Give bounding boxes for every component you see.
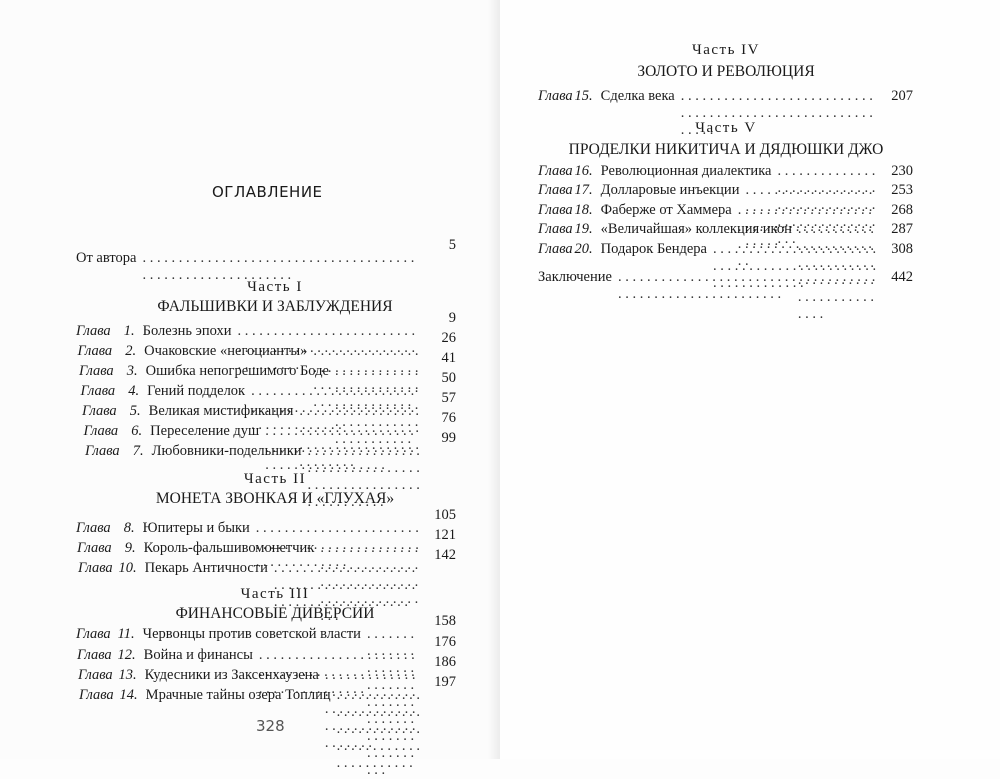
chapter-label — [538, 202, 593, 219]
chapter-label — [79, 363, 138, 380]
chapter-label — [82, 403, 141, 420]
chapter-label — [79, 687, 138, 704]
chapter-word: Глава — [76, 520, 111, 536]
entry-page: 287 — [891, 221, 913, 237]
chapter-word: Глава — [79, 363, 114, 379]
chapter-word: Глава — [78, 560, 113, 576]
entry-title: Кудесники из Заксенхаузена — [144, 667, 319, 683]
chapter-word: Глава — [538, 241, 573, 257]
entry-title: Гений подделок — [147, 383, 246, 399]
entry-page: 105 — [434, 507, 456, 523]
chapter-number: 6. — [131, 423, 143, 439]
toc-entry — [538, 88, 913, 107]
chapter-number: 13. — [118, 667, 137, 683]
chapter-word: Глава — [77, 540, 112, 556]
toc-entry — [538, 163, 913, 182]
entry-title: Долларовые инъекции — [600, 182, 740, 198]
entry-title: Ошибка непогрешимого Боде — [145, 363, 329, 379]
chapter-label — [81, 383, 140, 400]
entry-page: 442 — [891, 269, 913, 285]
chapter-number: 18. — [574, 202, 593, 218]
chapter-number: 2. — [125, 343, 137, 359]
chapter-label — [538, 221, 593, 238]
entry-page: 158 — [434, 613, 456, 629]
part-title: МОНЕТА ЗВОНКАЯ И «ГЛУХАЯ» — [155, 490, 395, 507]
chapter-label — [538, 241, 593, 258]
chapter-word: Глава — [538, 202, 573, 218]
chapter-number: 17. — [574, 182, 593, 198]
entry-title: «Величайшая» коллекция икон — [600, 221, 792, 237]
chapter-word: Глава — [80, 383, 116, 399]
entry-title: Революционная диалектика — [600, 163, 772, 179]
chapter-number: 1. — [123, 323, 135, 339]
entry-title: Заключение — [538, 269, 612, 285]
entry-page: 9 — [448, 310, 456, 326]
page-folio: 328 — [256, 717, 285, 735]
chapter-label — [85, 443, 144, 460]
toc-entry — [538, 241, 913, 260]
toc-entry-foreword — [76, 237, 456, 269]
part-number: Часть III — [240, 586, 310, 602]
leader-dots — [618, 269, 877, 303]
chapter-number: 16. — [574, 163, 593, 179]
left-page — [0, 0, 500, 759]
entry-title: Война и финансы — [143, 647, 253, 663]
part-title: ПРОДЕЛКИ НИКИТИЧА И ДЯДЮШКИ ДЖО — [568, 141, 884, 158]
entry-page: 253 — [891, 182, 913, 198]
entry-page: 308 — [891, 241, 913, 257]
chapter-label — [538, 88, 593, 105]
chapter-word: Глава — [77, 647, 112, 663]
entry-page: 50 — [441, 370, 456, 386]
entry-title: Мрачные тайны озера Топлиц — [145, 687, 331, 703]
entry-page: 76 — [441, 410, 456, 426]
chapter-number: 12. — [117, 647, 136, 663]
entry-title: Фаберже от Хаммера — [600, 202, 732, 218]
toc-entry — [538, 221, 913, 240]
entry-title: Болезнь эпохи — [142, 323, 232, 339]
chapter-number: 19. — [574, 221, 593, 237]
entry-page: 5 — [448, 237, 456, 253]
entry-title: Юпитеры и быки — [142, 520, 250, 536]
chapter-number: 7. — [132, 443, 144, 459]
entry-page: 207 — [891, 88, 913, 104]
entry-page: 41 — [441, 350, 456, 366]
chapter-word: Глава — [538, 182, 573, 198]
chapter-number: 11. — [117, 626, 135, 642]
chapter-word: Глава — [78, 667, 113, 683]
entry-page: 142 — [434, 547, 456, 563]
chapter-label — [78, 560, 137, 577]
chapter-label — [76, 520, 135, 537]
chapter-number: 4. — [128, 383, 140, 399]
entry-page: 99 — [441, 430, 456, 446]
chapter-word: Глава — [77, 343, 113, 359]
chapter-label — [84, 423, 143, 440]
chapter-label — [76, 626, 135, 643]
chapter-word: Глава — [76, 323, 111, 339]
entry-page: 186 — [434, 654, 456, 670]
chapter-label — [76, 323, 135, 340]
entry-title: От автора — [76, 250, 137, 266]
entry-title: Сделка века — [600, 88, 675, 104]
part-title: ФАЛЬШИВКИ И ЗАБЛУЖДЕНИЯ — [157, 298, 393, 315]
entry-page: 121 — [434, 527, 456, 543]
part-number: Часть I — [247, 279, 303, 295]
entry-title: Пекарь Античности — [144, 560, 268, 576]
toc-heading: ОГЛАВЛЕНИЕ — [212, 183, 323, 201]
chapter-number: 15. — [574, 88, 593, 104]
part-number: Часть II — [243, 471, 307, 487]
entry-page: 176 — [434, 634, 456, 650]
part-title: ЗОЛОТО И РЕВОЛЮЦИЯ — [637, 63, 815, 80]
entry-title: Великая мистификация — [148, 403, 294, 419]
chapter-label — [78, 343, 137, 360]
entry-page: 26 — [441, 330, 456, 346]
right-page — [500, 0, 1000, 759]
chapter-number: 10. — [118, 560, 137, 576]
chapter-label — [78, 667, 137, 684]
toc-entry — [76, 507, 456, 539]
chapter-number: 14. — [119, 687, 138, 703]
entry-page: 197 — [434, 674, 456, 690]
toc-entry-conclusion — [538, 269, 913, 288]
entry-page: 268 — [891, 202, 913, 218]
entry-title: Червонцы против советской власти — [142, 626, 361, 642]
part-title: ФИНАНСОВЫЕ ДИВЕРСИИ — [175, 605, 375, 622]
part-number: Часть IV — [691, 42, 761, 58]
chapter-number: 20. — [574, 241, 593, 257]
chapter-word: Глава — [85, 443, 120, 459]
entry-page: 230 — [891, 163, 913, 179]
chapter-number: 5. — [129, 403, 141, 419]
chapter-number: 3. — [126, 363, 138, 379]
chapter-word: Глава — [82, 403, 117, 419]
chapter-number: 9. — [124, 540, 136, 556]
entry-title: Очаковские «негоцианты» — [144, 343, 308, 359]
entry-page: 57 — [441, 390, 456, 406]
chapter-word: Глава — [538, 88, 573, 104]
entry-title: Король-фальшивомонетчик — [143, 540, 315, 556]
chapter-label — [538, 182, 593, 199]
part-number: Часть V — [695, 120, 757, 136]
entry-title: Любовники-подельники — [151, 443, 302, 459]
toc-entry — [76, 310, 456, 342]
chapter-word: Глава — [76, 626, 111, 642]
chapter-word: Глава — [538, 221, 573, 237]
entry-title: Подарок Бендера — [600, 241, 707, 257]
toc-entry — [538, 182, 913, 201]
toc-entry — [538, 202, 913, 221]
entry-title: Переселение душ — [150, 423, 260, 439]
chapter-word: Глава — [79, 687, 114, 703]
leader-dots — [337, 687, 420, 772]
chapter-label — [77, 540, 136, 557]
chapter-number: 8. — [123, 520, 135, 536]
chapter-word: Глава — [83, 423, 119, 439]
chapter-word: Глава — [538, 163, 573, 179]
chapter-label — [77, 647, 136, 664]
chapter-label — [538, 163, 593, 180]
